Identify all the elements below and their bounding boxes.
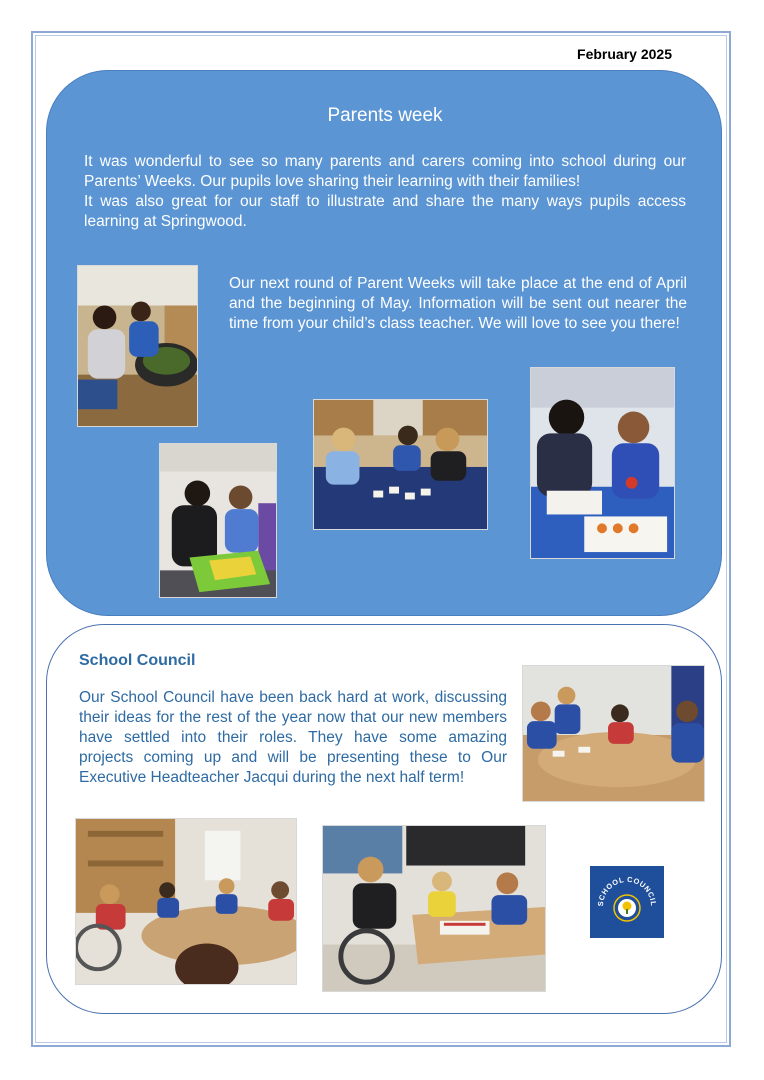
school-council-photo [322, 825, 546, 992]
newsletter-date: February 2025 [577, 46, 672, 62]
school-council-photo [75, 818, 297, 985]
intro-paragraph: It was wonderful to see so many parents and carers coming into school during our Parents’ Weeks. Our pupils love sharing their learning with their families! [84, 153, 686, 190]
school-council-body: Our School Council have been back hard at work, discussing their ideas for the rest of the year now that our new members have settled into their roles. They have some amazing projects coming up and will be presenting these to Our Executive Headteacher Jacqui during the next half term! [79, 689, 507, 786]
next-round-text: Our next round of Parent Weeks will take place at the end of April and the beginning of May. Information will be sent out nearer the time from your child’s class teacher. We will love to see you there! [229, 275, 687, 332]
parents-week-photo [530, 367, 675, 559]
intro-paragraph: It was also great for our staff to illustrate and share the many ways pupils access learning at Springwood. [84, 193, 686, 230]
school-council-logo [590, 866, 664, 938]
parents-week-photo [159, 443, 277, 598]
logo-text: SCHOOL COUNCIL [595, 874, 659, 907]
parents-week-intro [84, 152, 686, 232]
school-council-photo [522, 665, 705, 802]
parents-week-title: Parents week [327, 105, 443, 126]
parents-week-photo [77, 265, 198, 427]
parents-week-photo [313, 399, 488, 530]
school-council-title: School Council [79, 652, 196, 669]
